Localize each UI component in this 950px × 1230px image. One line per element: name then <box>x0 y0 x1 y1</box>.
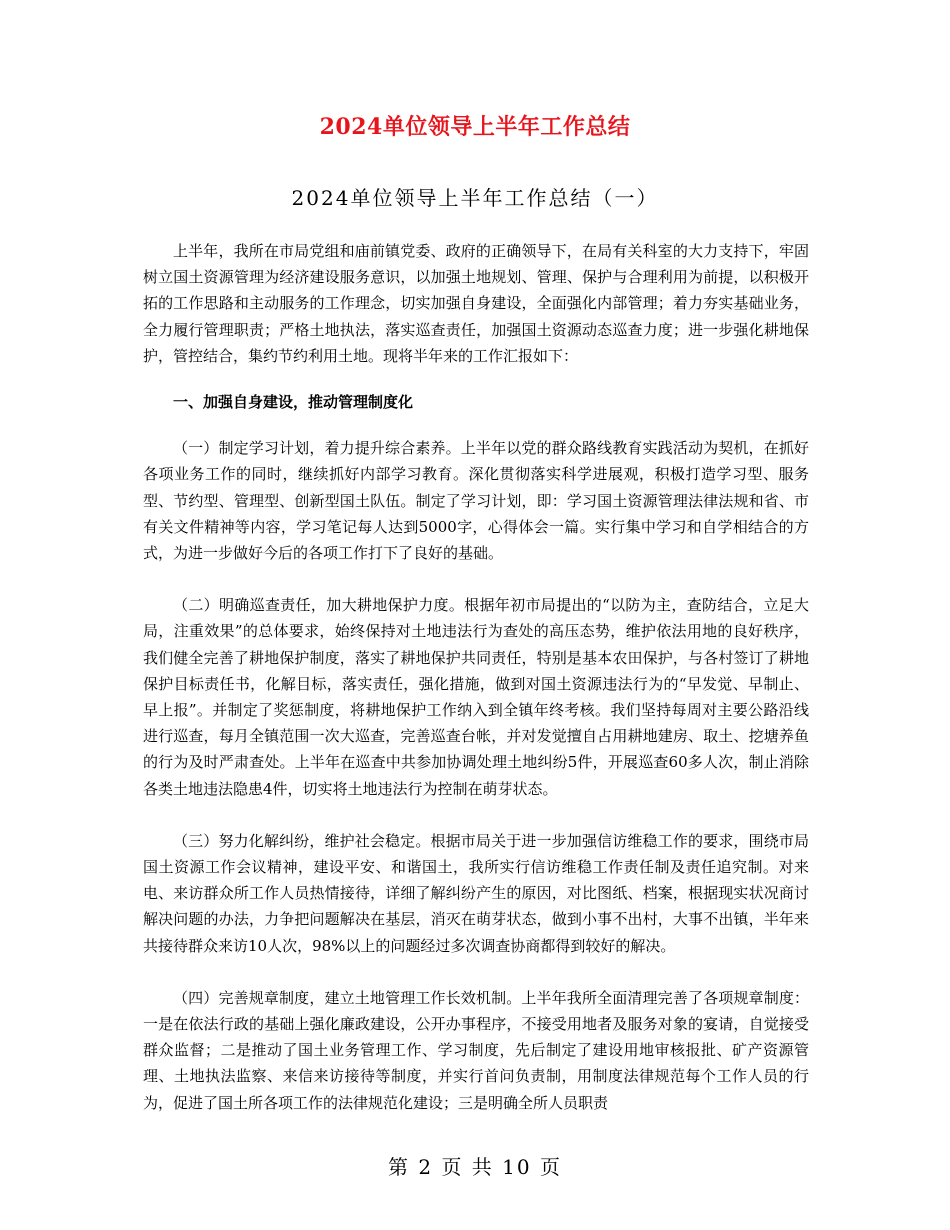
body-paragraph: （二）明确巡查责任，加大耕地保护力度。根据年初市局提出的“以防为主，查防结合，立足大局，注重效果”的总体要求，始终保持对土地违法行为查处的高压态势，维护依法用地的良好秩序，我们健全完善了耕地保护制度，落实了耕地保护共同责任，特别是基本农田保护，与各村签订了耕地保护目标责任书，化解目标，落实责任，强化措施，做到对国土资源违法行为的“早发觉、早制止、早上报”。并制定了奖惩制度，将耕地保护工作纳入到全镇年终考核。我们坚持每周对主要公路沿线进行巡查，每月全镇范围一次大巡查，完善巡查台帐，并对发觉擅自占用耕地建房、取土、挖塘养鱼的行为及时严肃查处。上半年在巡查中共参加协调处理土地纠纷5件，开展巡查60多人次，制止消除各类土地违法隐患4件，切实将土地违法行为控制在萌芽状态。 <box>143 596 809 798</box>
document-title: 2024单位领导上半年工作总结 <box>319 114 631 140</box>
body-paragraph: （四）完善规章制度，建立土地管理工作长效机制。上半年我所全面清理完善了各项规章制度：一是在依法行政的基础上强化廉政建设，公开办事程序，不接受用地者及服务对象的宴请，自觉接受群众监督；二是推动了国土业务管理工作、学习制度，先后制定了建设用地审核报批、矿产资源管理、土地执法监察、来信来访接待等制度，并实行首问负责制，用制度法律规范每个工作人员的行为，促进了国土所各项工作的法律规范化建设；三是明确全所人员职责 <box>143 988 809 1112</box>
document-subtitle: 2024单位领导上半年工作总结（一） <box>291 186 659 210</box>
section-heading: 一、加强自身建设，推动管理制度化 <box>173 393 414 412</box>
page-number-footer: 第 2 页 共 10 页 <box>388 1155 562 1179</box>
body-paragraph: （一）制定学习计划，着力提升综合素养。上半年以党的群众路线教育实践活动为契机，在抓好各项业务工作的同时，继续抓好内部学习教育。深化贯彻落实科学进展观，积极打造学习型、服务型、节约型、管理型、创新型国土队伍。制定了学习计划，即：学习国土资源管理法律法规和省、市有关文件精神等内容，学习笔记每人达到5000字，心得体会一篇。实行集中学习和自学相结合的方式，为进一步做好今后的各项工作打下了良好的基础。 <box>143 439 809 563</box>
intro-paragraph: 上半年，我所在市局党组和庙前镇党委、政府的正确领导下，在局有关科室的大力支持下，牢固树立国土资源管理为经济建设服务意识，以加强土地规划、管理、保护与合理利用为前提，以积极开拓的工作思路和主动服务的工作理念，切实加强自身建设，全面强化内部管理；着力夯实基础业务，全力履行管理职责；严格土地执法，落实巡查责任，加强国土资源动态巡查力度；进一步强化耕地保护，管控结合，集约节约利用土地。现将半年来的工作汇报如下： <box>143 242 809 365</box>
document-body <box>143 238 809 1116</box>
body-paragraph: （三）努力化解纠纷，维护社会稳定。根据市局关于进一步加强信访维稳工作的要求，围绕市局国土资源工作会议精神，建设平安、和谐国土，我所实行信访维稳工作责任制及责任追究制。对来电、来访群众所工作人员热情接待，详细了解纠纷产生的原因，对比图纸、档案，根据现实状况商讨解决问题的办法，力争把问题解决在基层，消灭在萌芽状态，做到小事不出村，大事不出镇，半年来共接待群众来访10人次，98%以上的问题经过多次调查协商都得到较好的解决。 <box>143 831 809 955</box>
